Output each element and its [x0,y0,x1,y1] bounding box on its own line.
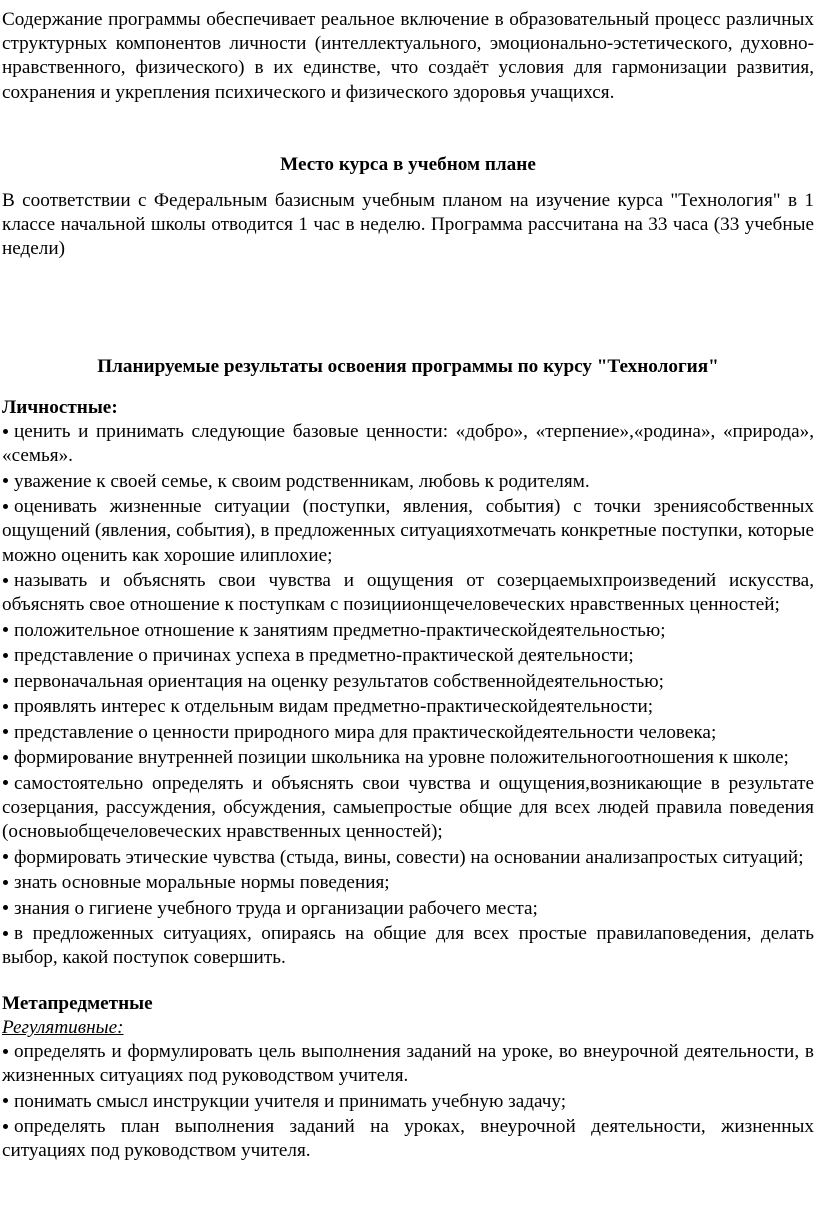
bullet-icon [3,1124,8,1129]
list-item: ценить и принимать следующие базовые ценности: «добро», «терпение»,«родина», «природа», «семья». [2,421,814,467]
bullet-icon [3,704,8,709]
bullet-icon [3,578,8,583]
bullet-icon [3,653,8,658]
list-item: знать основные моральные нормы поведения; [2,871,814,895]
bullet-icon [3,504,8,509]
list-item: в предложенных ситуациях, опираясь на общие для всех простые правилаповедения, делать выбор, какой поступок совершить. [2,923,814,969]
list-item: формирование внутренней позиции школьника на уровне положительногоотношения к школе; [2,746,814,770]
list-item: оценивать жизненные ситуации (поступки, явления, события) с точки зрениясобственных ощущений (явления, события), в предложенных ситуацияхотмечать конкретные поступки, которые можно оценить как хорошие илиплохие; [2,496,814,566]
list-item: самостоятельно определять и объяснять свои чувства и ощущения,возникающие в результате созерцания, рассуждения, обсуждения, самыепростые общие для всех людей правила поведения (основыобщечеловеческих нравственных ценностей); [2,772,814,843]
list-item: понимать смысл инструкции учителя и принимать учебную задачу; [2,1090,814,1114]
course-place-paragraph: В соответствии с Федеральным базисным учебным планом на изучение курса "Технология" в 1 классе начальной школы отводится 1 час в неделю. Программа рассчитана на 33 часа (33 учебные недели) [2,190,814,260]
personal-results-list [2,420,814,971]
list-item: представление о ценности природного мира для практическойдеятельности человека; [2,721,814,745]
bullet-icon [3,729,8,734]
bullet-icon [3,1098,8,1103]
bullet-icon [3,755,8,760]
bullet-icon [3,880,8,885]
list-item: первоначальная ориентация на оценку результатов собственнойдеятельностью; [2,670,814,694]
regulatory-subtitle: Регулятивные: [2,1016,124,1038]
list-item: проявлять интерес к отдельным видам предметно-практическойдеятельности; [2,695,814,719]
results-heading: Планируемые результаты освоения программы по курсу "Технология" [97,355,719,377]
list-item: определять план выполнения заданий на уроках, внеурочной деятельности, жизненных ситуациях под руководством учителя. [2,1116,814,1162]
intro-paragraph: Содержание программы обеспечивает реальное включение в образовательный процесс различных структурных компонентов личности (интеллектуального, эмоционально-эстетического, духовно-нравственного, физического) в их единстве, что создаёт условия для гармонизации развития, сохранения и укрепления психического и физического здоровья учащихся. [2,9,814,103]
regulatory-results-list [2,1040,814,1164]
bullet-icon [3,931,8,936]
bullet-icon [3,429,8,434]
list-item: уважение к своей семье, к своим родственникам, любовь к родителям. [2,470,814,494]
course-place-heading: Место курса в учебном плане [280,153,536,175]
list-item: определять и формулировать цель выполнения заданий на уроке, во внеурочной деятельности, в жизненных ситуациях под руководством учителя. [2,1041,814,1087]
meta-results-title: Метапредметные [2,992,153,1014]
list-item: знания о гигиене учебного труда и организации рабочего места; [2,897,814,921]
bullet-icon [3,627,8,632]
list-item: положительное отношение к занятиям предметно-практическойдеятельностью; [2,619,814,643]
bullet-icon [3,854,8,859]
bullet-icon [3,1049,8,1054]
bullet-icon [3,478,8,483]
bullet-icon [3,780,8,785]
document-page [0,8,816,1214]
list-item: формировать этические чувства (стыда, вины, совести) на основании анализапростых ситуаций; [2,846,814,870]
personal-results-title: Личностные: [2,396,118,418]
bullet-icon [3,678,8,683]
list-item: представление о причинах успеха в предметно-практической деятельности; [2,644,814,668]
list-item: называть и объяснять свои чувства и ощущения от созерцаемыхпроизведений искусства, объяснять свое отношение к поступкам с позициионщечеловеческих нравственных ценностей; [2,570,814,616]
bullet-icon [3,905,8,910]
